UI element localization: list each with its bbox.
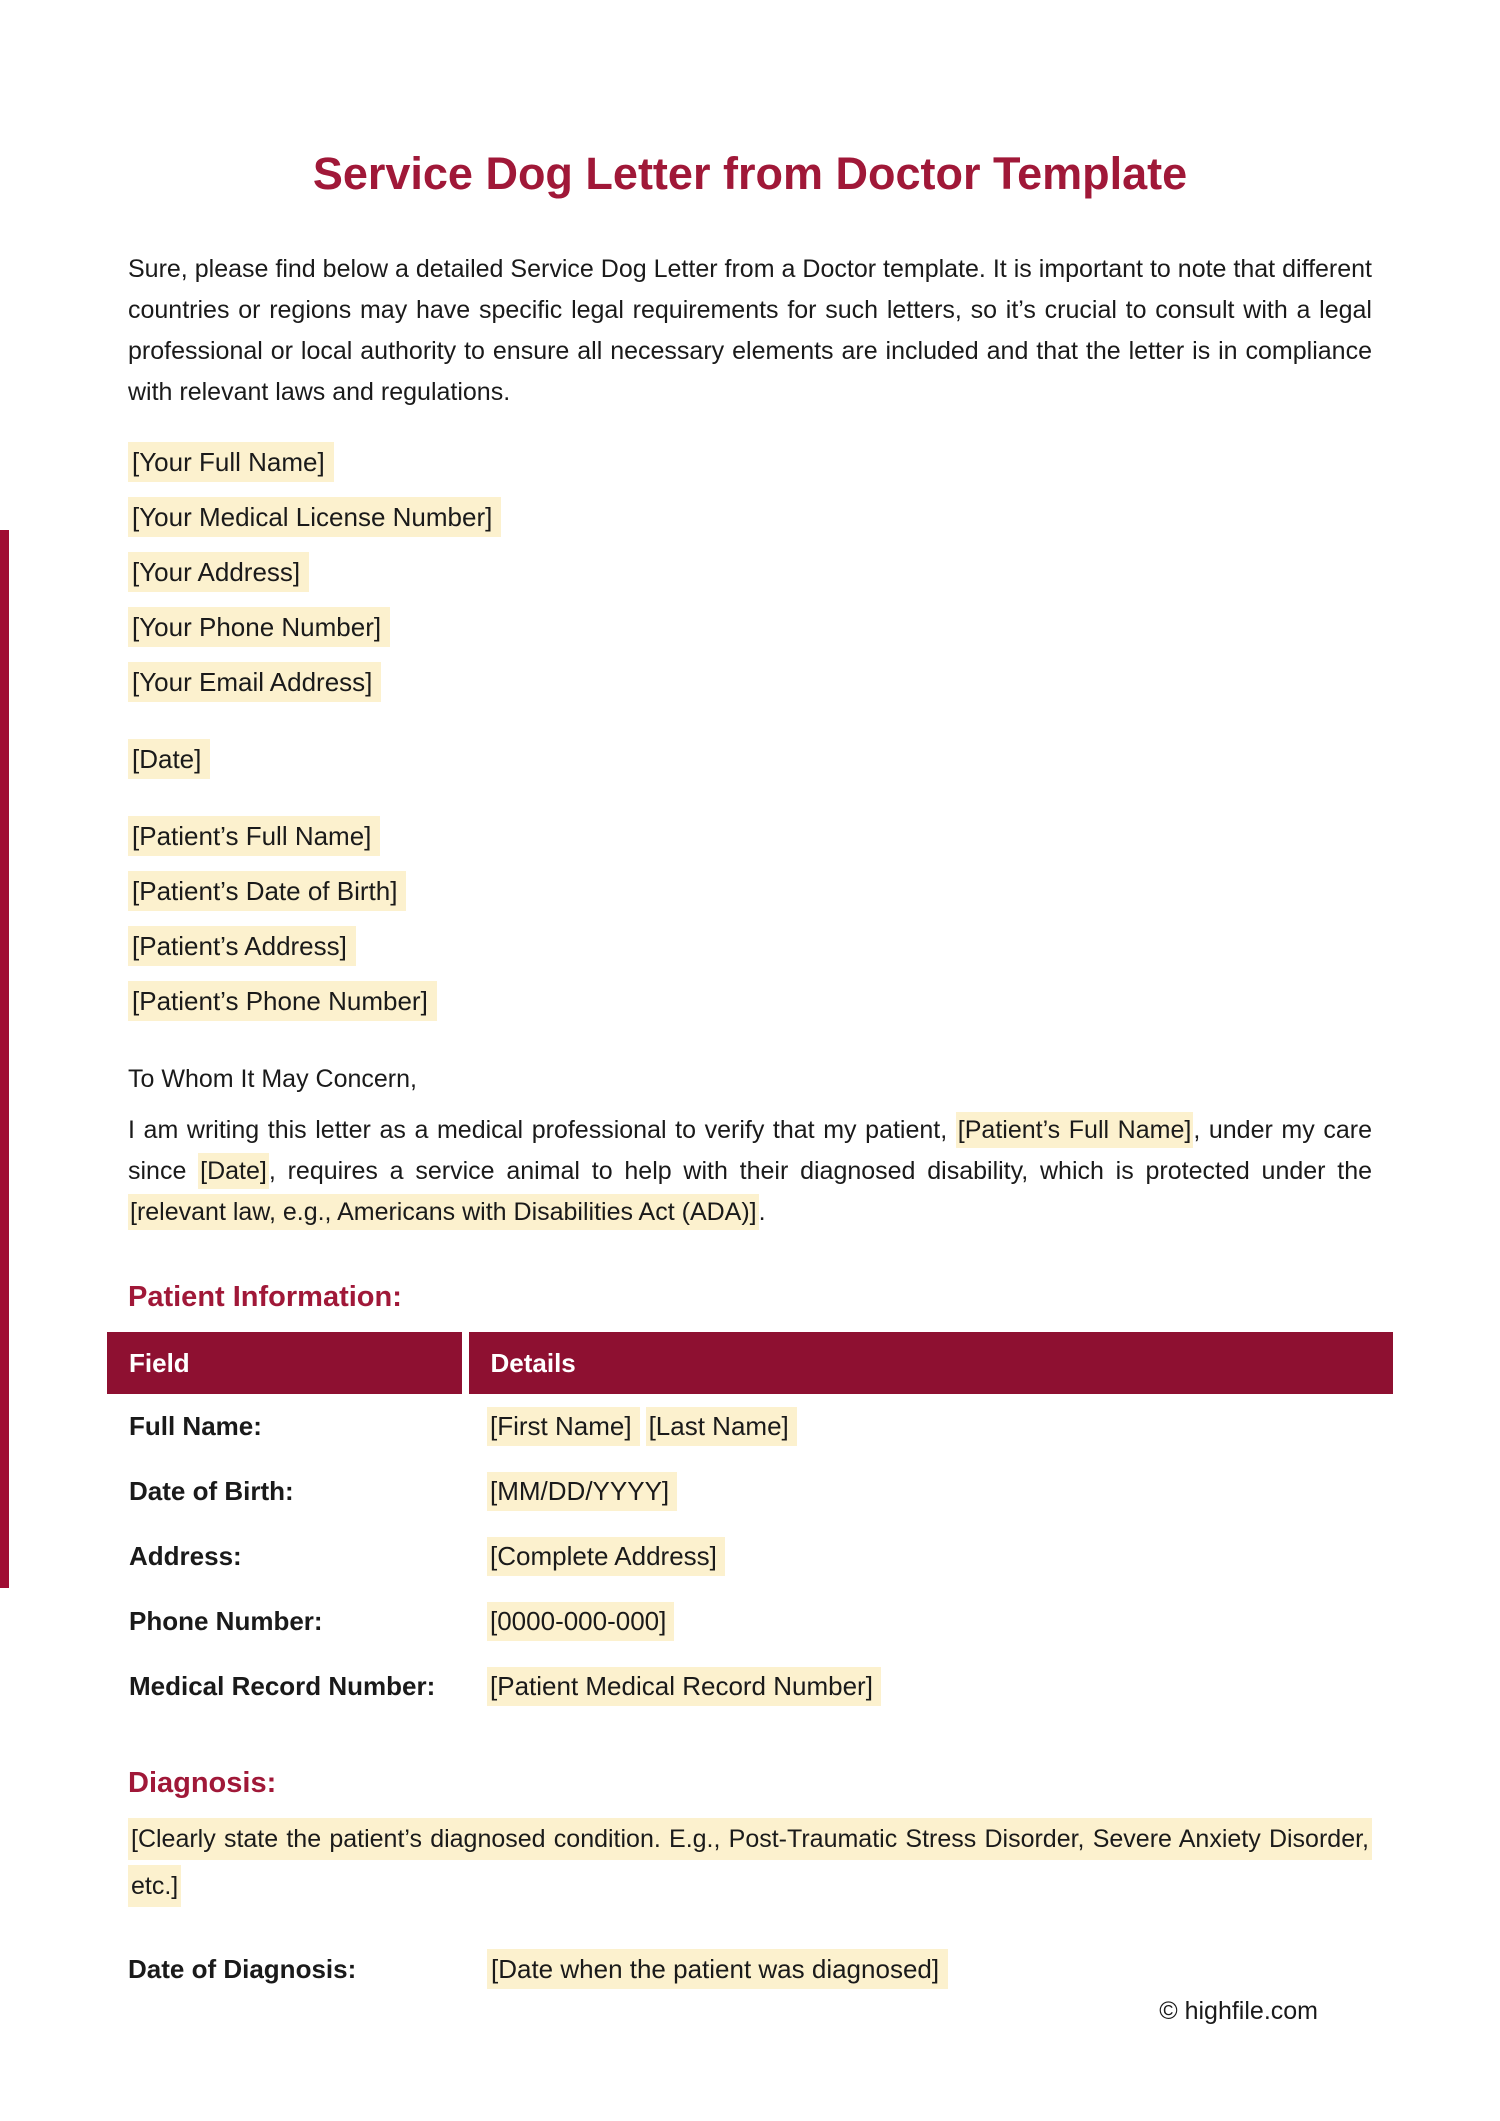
- diagnosis-statement-placeholder: [Clearly state the patient’s diagnosed condition. E.g., Post-Traumatic Stress Disorder, Severe Anxiety Disorder, etc.]: [128, 1818, 1372, 1907]
- sender-email-placeholder: [Your Email Address]: [128, 662, 381, 702]
- row-label: Medical Record Number:: [129, 1671, 436, 1701]
- table-row: [107, 1459, 1393, 1524]
- diagnosis-heading: Diagnosis:: [128, 1767, 277, 1799]
- row-label: Date of Birth:: [129, 1476, 294, 1506]
- patient-name-inline-placeholder: [Patient’s Full Name]: [956, 1112, 1194, 1148]
- table-row: [107, 1394, 1393, 1459]
- row-value: [465, 1394, 1393, 1459]
- body-paragraph: [128, 1110, 1372, 1233]
- salutation: To Whom It May Concern,: [128, 1065, 417, 1093]
- patient-info-table: [107, 1332, 1393, 1719]
- row-label: Address:: [129, 1541, 242, 1571]
- patient-address-line: [128, 926, 1372, 966]
- sender-email-line: [128, 662, 1372, 702]
- date-block: [128, 739, 1372, 779]
- sender-address-placeholder: [Your Address]: [128, 552, 309, 592]
- patient-information-heading: Patient Information:: [128, 1281, 402, 1313]
- sender-license-placeholder: [Your Medical License Number]: [128, 497, 501, 537]
- document-body: [0, 146, 1500, 1989]
- sender-phone-line: [128, 607, 1372, 647]
- last-name-placeholder: [Last Name]: [646, 1407, 797, 1446]
- address-value-placeholder: [Complete Address]: [487, 1537, 725, 1576]
- patient-full-name-placeholder: [Patient’s Full Name]: [128, 816, 380, 856]
- diagnosis-date-placeholder: [Date when the patient was diagnosed]: [487, 1949, 948, 1989]
- table-row: [107, 1524, 1393, 1589]
- patient-dob-line: [128, 871, 1372, 911]
- details-column-header: Details: [465, 1332, 1393, 1394]
- row-value: [465, 1459, 1393, 1524]
- footer-credit: © highfile.com: [1159, 1997, 1318, 2025]
- patient-full-name-line: [128, 816, 1372, 856]
- table-header-row: [107, 1332, 1393, 1394]
- patient-placeholder-block: [128, 816, 1372, 1021]
- intro-paragraph: Sure, please find below a detailed Service Dog Letter from a Doctor template. It is important to note that different countries or regions may have specific legal requirements for such letters, so it’s crucial to consult with a legal professional or local authority to ensure all necessary elements are included and that the letter is in compliance with relevant laws and regulations.: [128, 255, 1372, 406]
- row-value: [465, 1654, 1393, 1719]
- body-segment: I am writing this letter as a medical professional to verify that my patient,: [128, 1116, 956, 1144]
- date-placeholder: [Date]: [128, 739, 210, 779]
- sender-full-name-line: [128, 442, 1372, 482]
- medical-record-value-placeholder: [Patient Medical Record Number]: [487, 1667, 881, 1706]
- row-value: [465, 1524, 1393, 1589]
- sender-address-line: [128, 552, 1372, 592]
- field-column-header: Field: [107, 1332, 465, 1394]
- phone-value-placeholder: [0000-000-000]: [487, 1602, 674, 1641]
- sender-full-name-placeholder: [Your Full Name]: [128, 442, 334, 482]
- body-segment: .: [758, 1198, 766, 1226]
- diagnosis-date-label: Date of Diagnosis:: [128, 1954, 357, 1984]
- diagnosis-date-row: [128, 1949, 1372, 1989]
- first-name-placeholder: [First Name]: [487, 1407, 640, 1446]
- row-label: Phone Number:: [129, 1606, 323, 1636]
- dob-value-placeholder: [MM/DD/YYYY]: [487, 1472, 677, 1511]
- date-inline-placeholder: [Date]: [198, 1153, 269, 1189]
- body-segment: , under my care since: [128, 1116, 1372, 1185]
- left-accent-bar: [0, 530, 9, 1588]
- sender-license-line: [128, 497, 1372, 537]
- patient-phone-placeholder: [Patient’s Phone Number]: [128, 981, 437, 1021]
- table-row: [107, 1654, 1393, 1719]
- date-line: [128, 739, 1372, 779]
- patient-phone-line: [128, 981, 1372, 1021]
- row-value: [465, 1589, 1393, 1654]
- row-label: Full Name:: [129, 1411, 262, 1441]
- table-row: [107, 1589, 1393, 1654]
- diagnosis-statement-paragraph: [128, 1816, 1372, 1910]
- body-segment: , requires a service animal to help with their diagnosed disability, which is protected under the: [268, 1157, 1373, 1185]
- patient-address-placeholder: [Patient’s Address]: [128, 926, 356, 966]
- page-title: Service Dog Letter from Doctor Template: [312, 148, 1188, 199]
- sender-placeholder-block: [128, 442, 1372, 702]
- patient-dob-placeholder: [Patient’s Date of Birth]: [128, 871, 406, 911]
- relevant-law-inline-placeholder: [relevant law, e.g., Americans with Disabilities Act (ADA)]: [128, 1194, 759, 1230]
- sender-phone-placeholder: [Your Phone Number]: [128, 607, 390, 647]
